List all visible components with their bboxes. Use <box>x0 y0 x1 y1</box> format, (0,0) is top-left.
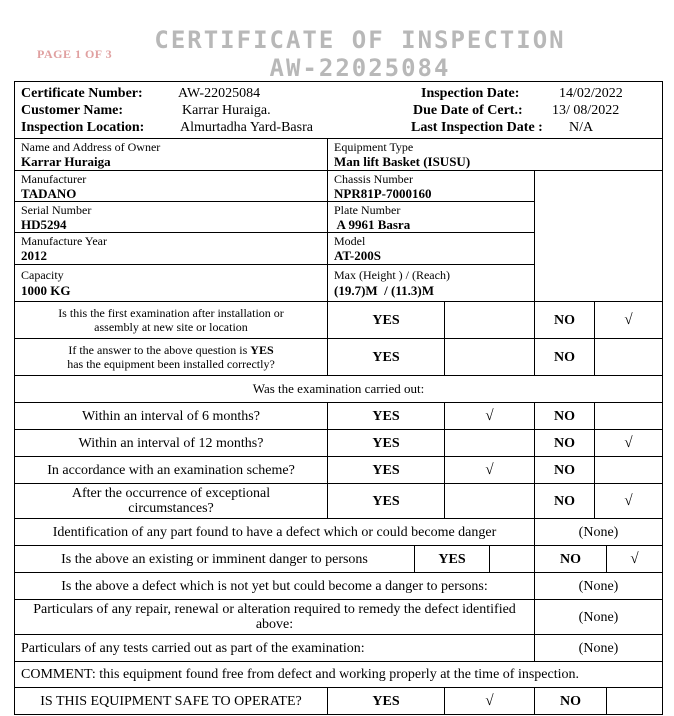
serial-cell <box>15 202 328 233</box>
existing-danger-yes-mark <box>490 546 535 573</box>
scheme-yes: YES <box>328 457 445 484</box>
plate-label: Plate Number <box>334 203 401 217</box>
location-value: Almurtadha Yard-Basra <box>180 120 313 135</box>
cert-number-value: AW-22025084 <box>178 86 261 101</box>
model-value: AT-200S <box>334 248 381 263</box>
max-height-reach-label: Max (Height ) / (Reach) <box>334 268 450 282</box>
chassis-label: Chassis Number <box>334 172 413 186</box>
certificate-title: CERTIFICATE OF INSPECTION <box>154 26 566 54</box>
twelve-months-no-mark: √ <box>595 430 662 457</box>
location-label: Inspection Location: <box>21 120 145 135</box>
twelve-months-question: Within an interval of 12 months? <box>15 430 328 457</box>
max-height-reach-value: (19.7)M / (11.3)M <box>334 283 435 298</box>
repair-answer: (None) <box>535 600 662 635</box>
manufacturer-cell <box>15 171 328 202</box>
equipment-type-label: Equipment Type <box>334 140 414 154</box>
scheme-no: NO <box>535 457 595 484</box>
safe-yes-mark: √ <box>445 688 535 715</box>
comment-row: COMMENT: this equipment found free from defect and working properly at the time of inspection. <box>15 662 662 688</box>
serial-label: Serial Number <box>21 203 92 217</box>
manufacturer-value: TADANO <box>21 186 77 201</box>
twelve-months-yes: YES <box>328 430 445 457</box>
installed-question-yes-word: YES <box>250 343 274 357</box>
safe-no: NO <box>535 688 607 715</box>
exceptional-no: NO <box>535 484 595 519</box>
manufacture-year-cell <box>15 233 328 265</box>
existing-danger-no-mark: √ <box>607 546 662 573</box>
model-label: Model <box>334 234 366 248</box>
inspection-date-label: Inspection Date: <box>421 86 520 101</box>
twelve-months-no: NO <box>535 430 595 457</box>
first-exam-yes-mark <box>445 302 535 339</box>
future-defect-question: Is the above a defect which is not yet but could become a danger to persons: <box>15 573 535 600</box>
cert-number-label: Certificate Number: <box>21 86 143 101</box>
owner-label: Name and Address of Owner <box>21 140 161 154</box>
chassis-cell <box>328 171 535 202</box>
first-exam-question: Is this the first examination after installation or assembly at new site or location <box>15 302 328 339</box>
capacity-label: Capacity <box>21 268 64 282</box>
page-number-label: PAGE 1 OF 3 <box>37 47 113 61</box>
chassis-value: NPR81P-7000160 <box>334 186 432 201</box>
equipment-type-cell <box>328 139 662 171</box>
max-height-reach-cell <box>328 265 535 302</box>
exam-carried-out-heading: Was the examination carried out: <box>15 376 662 403</box>
details-blank-cell <box>535 171 662 302</box>
installed-yes-mark <box>445 339 535 376</box>
repair-question: Particulars of any repair, renewal or alteration required to remedy the defect identified above: <box>15 600 535 635</box>
six-months-yes: YES <box>328 403 445 430</box>
manufacturer-label: Manufacturer <box>21 172 87 186</box>
plate-cell <box>328 202 535 233</box>
customer-label: Customer Name: <box>21 103 123 118</box>
first-exam-yes: YES <box>328 302 445 339</box>
equipment-type-value: Man lift Basket (ISUSU) <box>334 154 471 169</box>
plate-value: A 9961 Basra <box>334 217 411 232</box>
safe-no-mark <box>607 688 662 715</box>
due-date-label: Due Date of Cert.: <box>413 103 523 118</box>
identification-answer: (None) <box>535 519 662 546</box>
first-exam-no-mark: √ <box>595 302 662 339</box>
six-months-question: Within an interval of 6 months? <box>15 403 328 430</box>
capacity-value: 1000 KG <box>21 283 71 298</box>
scheme-question: In accordance with an examination scheme? <box>15 457 328 484</box>
capacity-cell <box>15 265 328 302</box>
exceptional-no-mark: √ <box>595 484 662 519</box>
scheme-yes-mark: √ <box>445 457 535 484</box>
owner-cell <box>15 139 328 171</box>
customer-value: Karrar Huraiga. <box>182 103 271 118</box>
existing-danger-no: NO <box>535 546 607 573</box>
exceptional-question: After the occurrence of exceptional circumstances? <box>15 484 328 519</box>
first-exam-no: NO <box>535 302 595 339</box>
manufacture-year-label: Manufacture Year <box>21 234 107 248</box>
certificate-header <box>15 82 662 139</box>
installed-question-line2: has the equipment been installed correctly? <box>67 357 275 371</box>
six-months-no-mark <box>595 403 662 430</box>
serial-value: HD5294 <box>21 217 67 232</box>
installed-question-line1: If the answer to the above question is <box>68 343 251 357</box>
twelve-months-yes-mark <box>445 430 535 457</box>
due-date-value: 13/ 08/2022 <box>552 103 620 118</box>
installed-yes: YES <box>328 339 445 376</box>
existing-danger-question: Is the above an existing or imminent danger to persons <box>15 546 415 573</box>
six-months-no: NO <box>535 403 595 430</box>
certificate-frame <box>14 81 663 715</box>
manufacture-year-value: 2012 <box>21 248 47 263</box>
six-months-yes-mark: √ <box>445 403 535 430</box>
installed-no: NO <box>535 339 595 376</box>
identification-question: Identification of any part found to have a defect which or could become danger <box>15 519 535 546</box>
installed-no-mark <box>595 339 662 376</box>
safe-question: IS THIS EQUIPMENT SAFE TO OPERATE? <box>15 688 328 715</box>
installed-correctly-question <box>15 339 328 376</box>
tests-question: Particulars of any tests carried out as part of the examination: <box>15 635 535 662</box>
certificate-id-title: AW-22025084 <box>269 54 451 82</box>
safe-yes: YES <box>328 688 445 715</box>
existing-danger-yes: YES <box>415 546 490 573</box>
tests-answer: (None) <box>535 635 662 662</box>
exceptional-yes: YES <box>328 484 445 519</box>
model-cell <box>328 233 535 265</box>
scheme-no-mark <box>595 457 662 484</box>
owner-value: Karrar Huraiga <box>21 154 111 169</box>
last-inspection-label: Last Inspection Date : <box>411 120 543 135</box>
future-defect-answer: (None) <box>535 573 662 600</box>
exceptional-yes-mark <box>445 484 535 519</box>
last-inspection-value: N/A <box>569 120 594 135</box>
inspection-date-value: 14/02/2022 <box>559 86 623 101</box>
